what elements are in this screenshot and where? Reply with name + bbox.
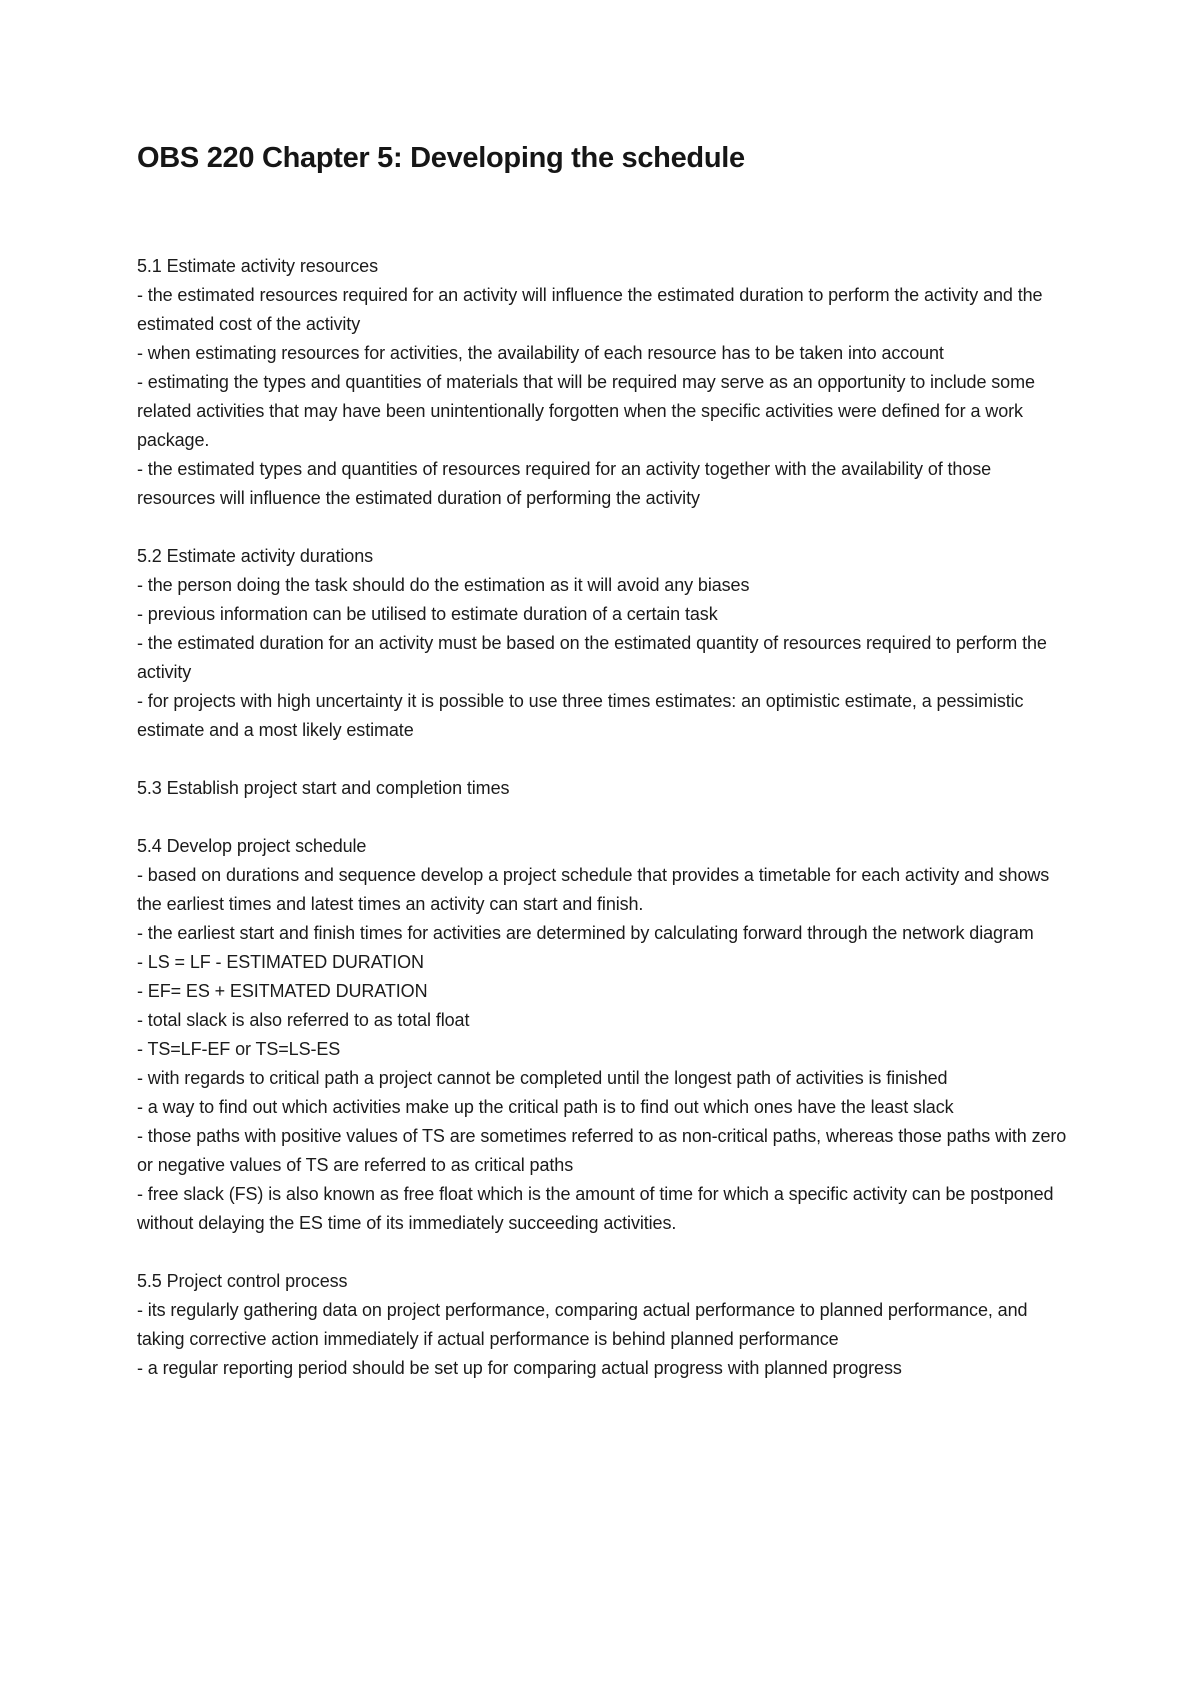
bullet-line: - a regular reporting period should be set up for comparing actual progress with planned progress: [137, 1358, 902, 1378]
document-content: [137, 140, 1070, 1412]
bullet-line: - LS = LF - ESTIMATED DURATION: [137, 952, 424, 972]
bullet-line: - the person doing the task should do the estimation as it will avoid any biases: [137, 575, 750, 595]
bullet-line: - for projects with high uncertainty it is possible to use three times estimates: an optimistic estimate, a pessimistic estimate and a most likely estimate: [137, 691, 1024, 740]
section-heading: 5.4 Develop project schedule: [137, 836, 367, 856]
bullet-line: - free slack (FS) is also known as free float which is the amount of time for which a specific activity can be postponed without delaying the ES time of its immediately succeeding activities.: [137, 1184, 1054, 1233]
section-5-2: [137, 542, 1070, 745]
bullet-line: - estimating the types and quantities of materials that will be required may serve as an opportunity to include some related activities that may have been unintentionally forgotten when the specific activities were defined for a work package.: [137, 372, 1035, 450]
section-5-1: [137, 252, 1070, 513]
section-heading: 5.3 Establish project start and completion times: [137, 778, 510, 798]
bullet-line: - the estimated types and quantities of resources required for an activity together with the availability of those resources will influence the estimated duration of performing the activity: [137, 459, 992, 508]
bullet-line: - the earliest start and finish times for activities are determined by calculating forward through the network diagram: [137, 923, 1034, 943]
document-title: OBS 220 Chapter 5: Developing the schedule: [137, 142, 745, 174]
bullet-line: - total slack is also referred to as total float: [137, 1010, 470, 1030]
section-heading: 5.1 Estimate activity resources: [137, 256, 378, 276]
bullet-line: - previous information can be utilised to estimate duration of a certain task: [137, 604, 718, 624]
bullet-line: - EF= ES + ESITMATED DURATION: [137, 981, 428, 1001]
bullet-line: - those paths with positive values of TS are sometimes referred to as non-critical paths, whereas those paths with zero or negative values of TS are referred to as critical paths: [137, 1126, 1067, 1175]
bullet-line: - based on durations and sequence develop a project schedule that provides a timetable for each activity and shows the earliest times and latest times an activity can start and finish.: [137, 865, 1050, 914]
section-5-4: [137, 832, 1070, 1238]
section-heading: 5.5 Project control process: [137, 1271, 348, 1291]
bullet-line: - the estimated duration for an activity must be based on the estimated quantity of resources required to perform the activity: [137, 633, 1047, 682]
section-5-5: [137, 1267, 1070, 1383]
bullet-line: - when estimating resources for activities, the availability of each resource has to be taken into account: [137, 343, 944, 363]
section-heading: 5.2 Estimate activity durations: [137, 546, 374, 566]
bullet-line: - with regards to critical path a project cannot be completed until the longest path of activities is finished: [137, 1068, 948, 1088]
bullet-line: - its regularly gathering data on project performance, comparing actual performance to planned performance, and taking corrective action immediately if actual performance is behind planned performance: [137, 1300, 1028, 1349]
bullet-line: - a way to find out which activities make up the critical path is to find out which ones have the least slack: [137, 1097, 954, 1117]
bullet-line: - the estimated resources required for an activity will influence the estimated duration to perform the activity and the estimated cost of the activity: [137, 285, 1043, 334]
section-5-3: [137, 774, 1070, 803]
bullet-line: - TS=LF-EF or TS=LS-ES: [137, 1039, 341, 1059]
